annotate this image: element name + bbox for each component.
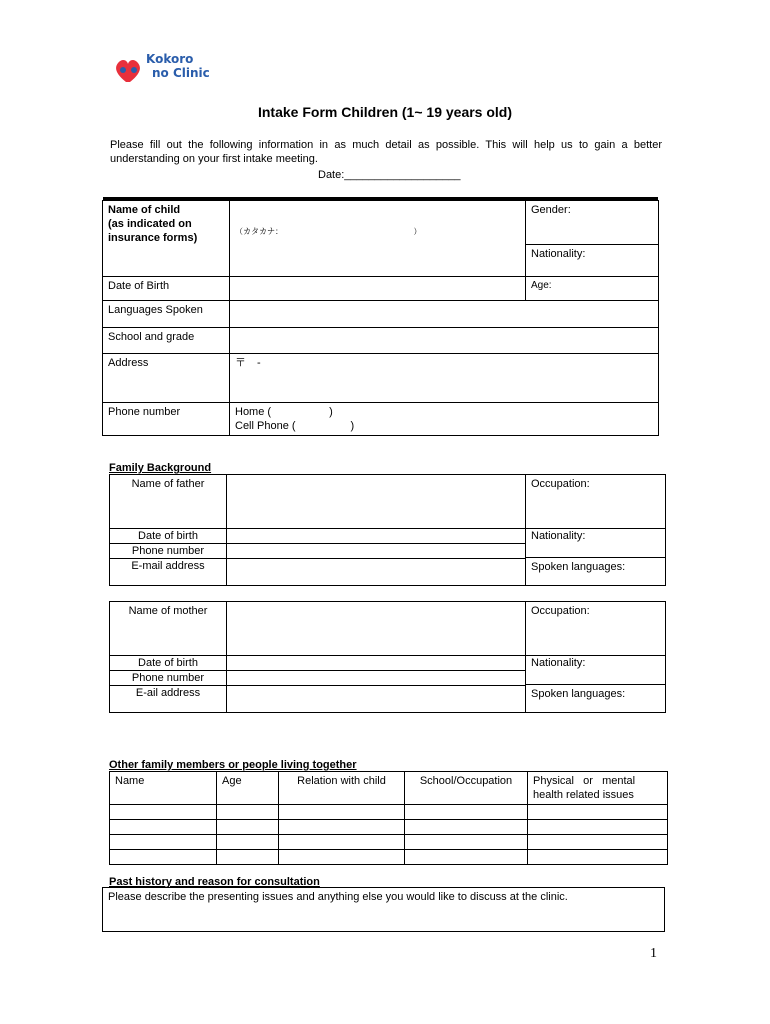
address-label: Address <box>103 354 230 403</box>
phone-label: Phone number <box>103 403 230 436</box>
languages-input[interactable] <box>230 301 659 328</box>
gender-field[interactable]: Gender: <box>526 201 659 245</box>
mother-name-label: Name of mother <box>110 602 227 656</box>
father-table <box>109 474 666 586</box>
phone-input[interactable]: Home ( ) Cell Phone ( ) <box>230 403 659 436</box>
father-details-inputs[interactable] <box>227 529 526 586</box>
languages-label: Languages Spoken <box>103 301 230 328</box>
child-nationality-field[interactable]: Nationality: <box>526 245 659 277</box>
child-info-table <box>102 200 659 436</box>
age-field[interactable]: Age: <box>526 277 659 301</box>
clinic-logo <box>112 52 212 92</box>
school-label: School and grade <box>103 328 230 354</box>
mother-occupation-field[interactable]: Occupation: <box>526 602 666 656</box>
mother-details-inputs[interactable] <box>227 656 526 713</box>
logo-line1: Kokoro <box>146 52 194 66</box>
father-details-labels: Date of birth Phone number E-mail address <box>110 529 227 586</box>
table-row[interactable] <box>110 820 668 835</box>
past-history-input[interactable]: Please describe the presenting issues and anything else you would like to discuss at the clinic. <box>103 888 665 932</box>
child-name-label: Name of child (as indicated on insurance forms) <box>103 201 230 277</box>
col-school-header: School/Occupation <box>405 772 528 805</box>
intro-text: Please fill out the following information in as much detail as possible. This will help us to gain a better understanding on your first intake meeting. <box>110 139 662 165</box>
members-heading: Other family members or people living together <box>109 759 357 771</box>
mother-details-labels: Date of birth Phone number E-ail address <box>110 656 227 713</box>
logo-line2: no Clinic <box>152 66 210 80</box>
col-name-header: Name <box>110 772 217 805</box>
table-row[interactable] <box>110 805 668 820</box>
mother-table <box>109 601 666 713</box>
col-health-header: Physical or mental health related issues <box>528 772 668 805</box>
father-name-input[interactable] <box>227 475 526 529</box>
father-occupation-field[interactable]: Occupation: <box>526 475 666 529</box>
mother-name-input[interactable] <box>227 602 526 656</box>
page-number: 1 <box>650 946 657 961</box>
dob-input[interactable] <box>230 277 526 301</box>
table-row[interactable] <box>110 835 668 850</box>
family-heading: Family Background <box>109 462 212 474</box>
dob-label: Date of Birth <box>103 277 230 301</box>
past-heading: Past history and reason for consultation <box>109 876 320 888</box>
mother-nationality-languages[interactable]: Nationality: Spoken languages: <box>526 656 666 713</box>
form-title: Intake Form Children (1~ 19 years old) <box>257 104 513 120</box>
date-field[interactable]: Date:___________________ <box>318 169 461 181</box>
col-relation-header: Relation with child <box>279 772 405 805</box>
col-age-header: Age <box>217 772 279 805</box>
school-input[interactable] <box>230 328 659 354</box>
child-name-input[interactable]: （カタカナ： ） <box>230 201 526 277</box>
address-input[interactable]: 〒 - <box>230 354 659 403</box>
father-name-label: Name of father <box>110 475 227 529</box>
past-table <box>102 887 665 932</box>
table-row[interactable] <box>110 850 668 865</box>
father-nationality-languages[interactable]: Nationality: Spoken languages: <box>526 529 666 586</box>
members-table <box>109 771 668 865</box>
